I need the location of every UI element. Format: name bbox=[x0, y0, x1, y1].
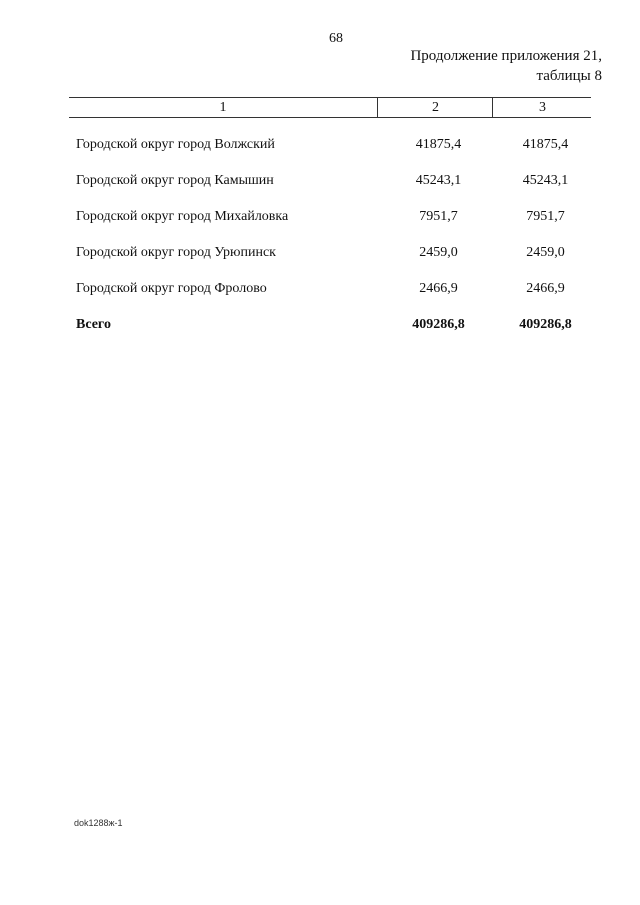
row-col3-cell: 7951,7 bbox=[526, 209, 565, 224]
table-header-row bbox=[69, 97, 591, 118]
row-name-cell: Городской округ город Урюпинск bbox=[76, 245, 276, 260]
row-col2-cell: 45243,1 bbox=[415, 173, 462, 188]
table-row bbox=[69, 207, 591, 243]
total-row bbox=[69, 315, 591, 351]
total-label: Всего bbox=[76, 317, 111, 332]
total-col3: 409286,8 bbox=[519, 317, 572, 332]
header-cell-2: 2 bbox=[377, 98, 493, 117]
row-col2-cell: 41875,4 bbox=[415, 137, 462, 152]
table-row bbox=[69, 171, 591, 207]
data-table bbox=[69, 97, 591, 351]
total-col2: 409286,8 bbox=[412, 317, 465, 332]
row-col3-cell: 41875,4 bbox=[522, 137, 569, 152]
page-number: 68 bbox=[329, 31, 343, 46]
continuation-line-2: таблицы 8 bbox=[536, 68, 602, 84]
continuation-line-1: Продолжение приложения 21, bbox=[410, 48, 602, 64]
row-name-cell: Городской округ город Михайловка bbox=[76, 209, 289, 224]
row-name-cell: Городской округ город Камышин bbox=[76, 173, 274, 188]
continuation-note bbox=[410, 46, 602, 86]
row-col3-cell: 2466,9 bbox=[526, 281, 565, 296]
row-col3-cell: 2459,0 bbox=[526, 245, 565, 260]
header-cell-3: 3 bbox=[492, 98, 592, 117]
footer-document-code: dok1288ж-1 bbox=[74, 818, 123, 828]
row-col2-cell: 2466,9 bbox=[419, 281, 458, 296]
row-col2-cell: 7951,7 bbox=[419, 209, 458, 224]
row-col2-cell: 2459,0 bbox=[419, 245, 458, 260]
header-cell-1: 1 bbox=[219, 100, 227, 115]
row-col3-cell: 45243,1 bbox=[522, 173, 569, 188]
table-row bbox=[69, 243, 591, 279]
table-row bbox=[69, 135, 591, 171]
table-row bbox=[69, 279, 591, 315]
row-name-cell: Городской округ город Фролово bbox=[76, 281, 267, 296]
row-name-cell: Городской округ город Волжский bbox=[76, 137, 275, 152]
